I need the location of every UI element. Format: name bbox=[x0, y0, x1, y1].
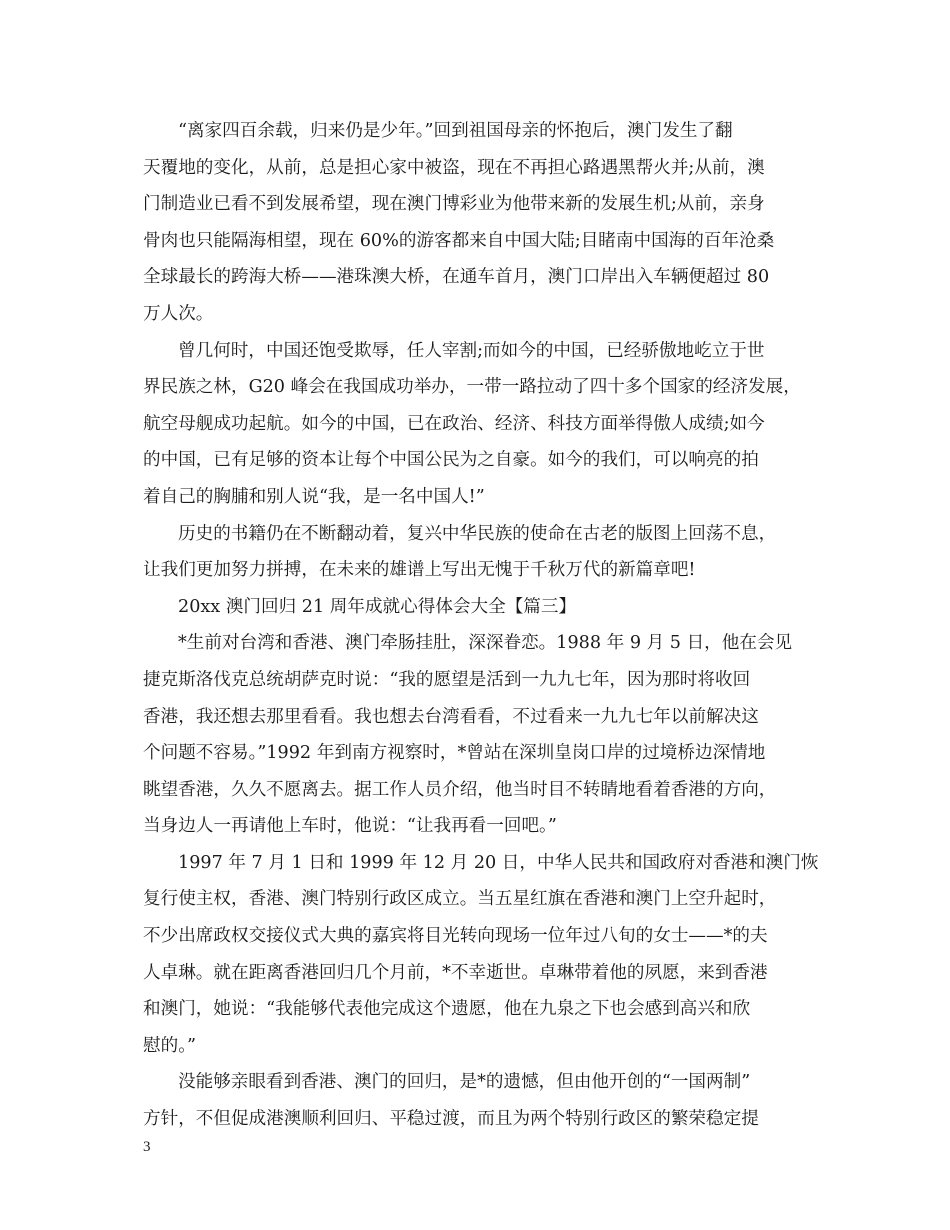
paragraph-line: 1997 年 7 月 1 日和 1999 年 12 月 20 日，中华人民共和国政府对香港和澳门恢 bbox=[178, 852, 819, 873]
paragraph-line: 不少出席政权交接仪式大典的嘉宾将目光转向现场一位年过八旬的女士——*的夫 bbox=[143, 926, 768, 947]
paragraph-line: 香港，我还想去那里看看。我也想去台湾看看，不过看来一九九七年以前解决这 bbox=[143, 706, 759, 727]
paragraph-line: 和澳门，她说：“我能够代表他完成这个遗愿，他在九泉之下也会感到高兴和欣 bbox=[143, 999, 751, 1020]
paragraph-line: 没能够亲眼看到香港、澳门的回归，是*的遗憾，但由他开创的“一国两制” bbox=[178, 1072, 751, 1093]
paragraph-line: 的中国，已有足够的资本让每个中国公民为之自豪。如今的我们，可以响亮的拍 bbox=[143, 450, 759, 471]
paragraph-line: 捷克斯洛伐克总统胡萨克时说：“我的愿望是活到一九九七年，因为那时将收回 bbox=[143, 669, 751, 690]
paragraph-line: 人卓琳。就在距离香港回归几个月前，*不幸逝世。卓琳带着他的夙愿，来到香港 bbox=[143, 962, 768, 983]
paragraph-line: 曾几何时，中国还饱受欺辱，任人宰割;而如今的中国，已经骄傲地屹立于世 bbox=[178, 340, 765, 361]
paragraph-line: 航空母舰成功起航。如今的中国，已在政治、经济、科技方面举得傲人成绩;如今 bbox=[143, 413, 765, 434]
paragraph-line: 门制造业已看不到发展希望，现在澳门博彩业为他带来新的发展生机;从前，亲身 bbox=[143, 194, 765, 215]
paragraph-line: 天覆地的变化，从前，总是担心家中被盗，现在不再担心路遇黑帮火并;从前，澳 bbox=[143, 157, 765, 178]
paragraph-line: 全球最长的跨海大桥——港珠澳大桥，在通车首月，澳门口岸出入车辆便超过 80 bbox=[143, 267, 770, 288]
paragraph-line: 复行使主权，香港、澳门特别行政区成立。当五星红旗在香港和澳门上空升起时， bbox=[143, 889, 777, 910]
paragraph-line: 历史的书籍仍在不断翻动着，复兴中华民族的使命在古老的版图上回荡不息， bbox=[178, 523, 777, 544]
paragraph-line: 骨肉也只能隔海相望，现在 60%的游客都来自中国大陆;目睹南中国海的百年沧桑 bbox=[143, 230, 775, 251]
paragraph-line: 界民族之林，G20 峰会在我国成功举办，一带一路拉动了四十多个国家的经济发展， bbox=[143, 377, 801, 398]
paragraph-line: 当身边人一再请他上车时，他说：“让我再看一回吧。” bbox=[143, 816, 557, 837]
paragraph-line: “离家四百余载，归来仍是少年。”回到祖国母亲的怀抱后，澳门发生了翻 bbox=[178, 121, 733, 141]
paragraph-line: 眺望香港，久久不愿离去。据工作人员介绍，他当时目不转睛地看着香港的方向， bbox=[143, 779, 777, 800]
paragraph-line: 个问题不容易。”1992 年到南方视察时，*曾站在深圳皇岗口岸的过境桥边深情地 bbox=[143, 743, 766, 764]
paragraph-line: 方针，不但促成港澳顺利回归、平稳过渡，而且为两个特别行政区的繁荣稳定提 bbox=[143, 1109, 759, 1130]
paragraph-line: 慰的。” bbox=[143, 1035, 196, 1056]
paragraph-line: *生前对台湾和香港、澳门牵肠挂肚，深深眷恋。1988 年 9 月 5 日，他在会见 bbox=[178, 633, 793, 654]
paragraph-line: 让我们更加努力拼搏，在未来的雄谱上写出无愧于千秋万代的新篇章吧! bbox=[143, 560, 696, 581]
paragraph-line: 万人次。 bbox=[143, 303, 214, 324]
section-heading: 20xx 澳门回归 21 周年成就心得体会大全【篇三】 bbox=[178, 596, 577, 617]
paragraph-line: 着自己的胸脯和别人说“我，是一名中国人!” bbox=[143, 486, 485, 507]
document-body bbox=[143, 113, 819, 1138]
page-number: 3 bbox=[143, 1139, 151, 1155]
